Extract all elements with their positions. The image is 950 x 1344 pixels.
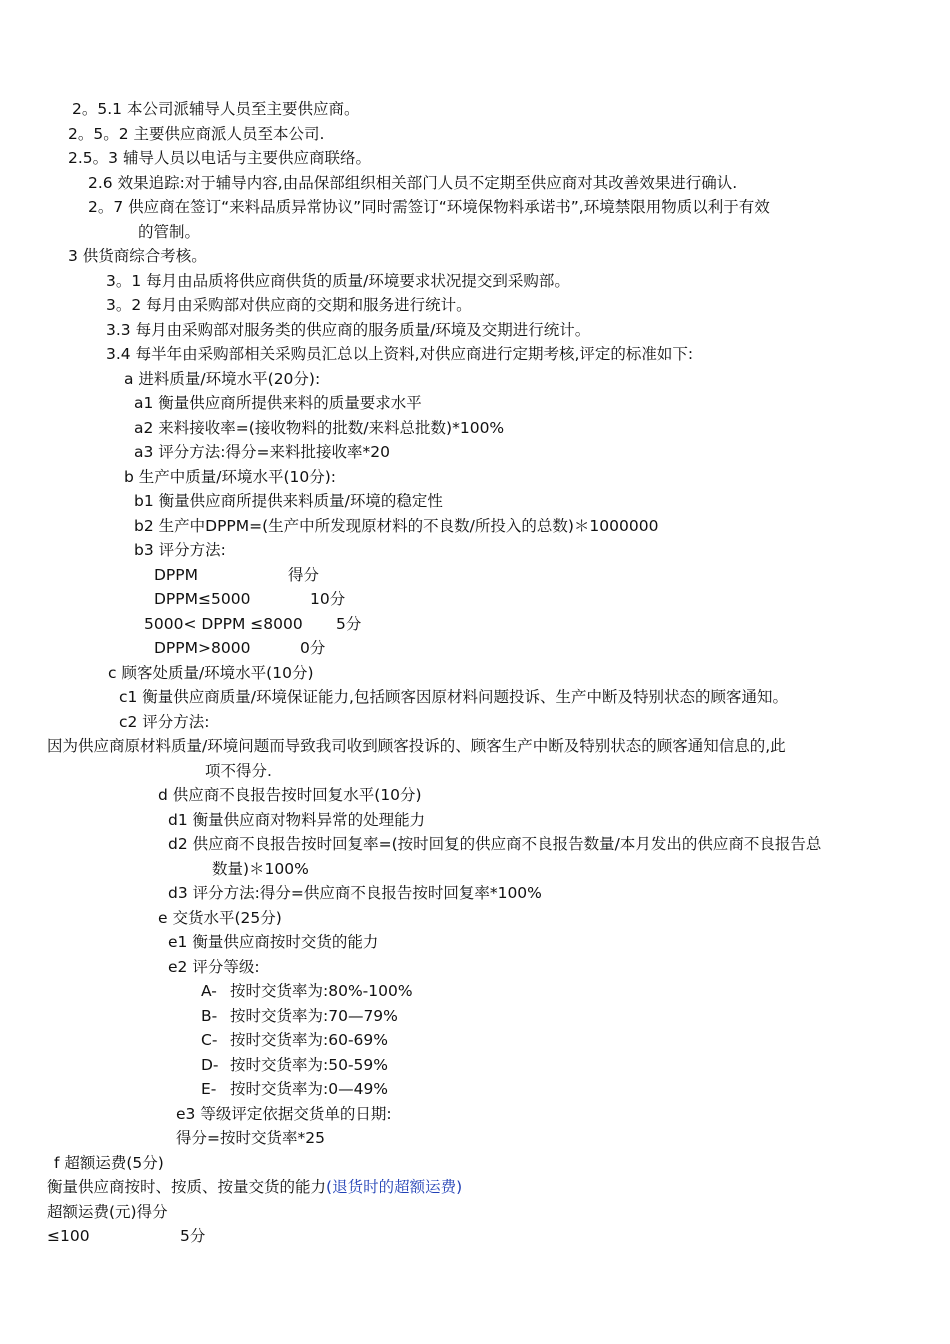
item-e: e 交货水平(25分)	[158, 908, 282, 927]
item-b: b 生产中质量/环境水平(10分):	[124, 467, 337, 486]
freight-header: 超额运费(元)得分	[47, 1202, 168, 1221]
freight-row	[0, 1224, 950, 1249]
para-2-7: 2。7 供应商在签订“来料品质异常协议”同时需签订“环境保物料承诺书”,环境禁限用物质以利于有效	[88, 198, 770, 216]
grade-text: 按时交货率为:0—49%	[230, 1080, 389, 1098]
item-a2: a2 来料接收率=(接收物料的批数/来料总批数)*100%	[134, 418, 505, 437]
dppm-cell-score: 10分	[310, 590, 346, 608]
grade-text: 按时交货率为:70—79%	[230, 1006, 398, 1025]
section-3-heading: 3 供货商综合考核。	[68, 247, 207, 265]
grade-row	[0, 1004, 950, 1029]
grade-row	[0, 1077, 950, 1102]
dppm-cell-label: DPPM	[154, 565, 199, 584]
para-2-5-3: 2.5。3 辅导人员以电话与主要供应商联络。	[68, 149, 371, 167]
para-3-1: 3。1 每月由品质将供应商供货的质量/环境要求状况提交到采购部。	[106, 271, 570, 290]
dppm-row	[0, 636, 950, 661]
item-a3: a3 评分方法:得分=来料批接收率*20	[134, 443, 390, 461]
dppm-cell-score: 得分	[288, 565, 320, 584]
item-c2-body-cont: 项不得分.	[205, 761, 272, 780]
item-e3-formula: 得分=按时交货率*25	[176, 1129, 325, 1147]
document-body	[0, 97, 950, 1249]
freight-score-table	[0, 1200, 950, 1249]
grade-row	[0, 1053, 950, 1078]
item-d1: d1 衡量供应商对物料异常的处理能力	[168, 810, 426, 829]
freight-cell-label: ≤100	[47, 1227, 90, 1245]
item-b3: b3 评分方法:	[134, 541, 226, 559]
item-c2: c2 评分方法:	[119, 712, 210, 731]
para-2-5-2: 2。5。2 主要供应商派人员至本公司.	[68, 124, 325, 143]
item-d2-cont: 数量)＊100%	[212, 859, 309, 878]
item-f-desc-text: 衡量供应商按时、按质、按量交货的能力	[47, 1178, 327, 1196]
para-3-3: 3.3 每月由采购部对服务类的供应商的服务质量/环境及交期进行统计。	[106, 320, 591, 339]
item-e2: e2 评分等级:	[168, 957, 260, 976]
dppm-cell-label: 5000< DPPM ≤8000	[144, 614, 303, 633]
grade-text: 按时交货率为:50-59%	[230, 1055, 388, 1074]
para-2-6: 2.6 效果追踪:对于辅导内容,由品保部组织相关部门人员不定期至供应商对其改善效果进行确认.	[88, 173, 738, 192]
dppm-score-table	[0, 563, 950, 661]
item-a1: a1 衡量供应商所提供来料的质量要求水平	[134, 394, 422, 412]
dppm-row	[0, 612, 950, 637]
grade-letter: E-	[201, 1080, 217, 1098]
item-f-desc	[0, 1175, 950, 1200]
grade-letter: A-	[201, 982, 217, 1000]
para-2-5-1: 2。5.1 本公司派辅导人员至主要供应商。	[72, 100, 360, 118]
para-3-2: 3。2 每月由采购部对供应商的交期和服务进行统计。	[106, 296, 472, 314]
para-2-7-cont: 的管制。	[138, 222, 201, 241]
item-d2: d2 供应商不良报告按时回复率=(按时回复的供应商不良报告数量/本月发出的供应商不良报告总	[168, 835, 822, 853]
item-c2-body: 因为供应商原材料质量/环境问题而导致我司收到顾客投诉的、顾客生产中断及特别状态的顾客通知信息的,此	[47, 737, 786, 755]
item-e1: e1 衡量供应商按时交货的能力	[168, 933, 379, 951]
item-f-note: (退货时的超额运费)	[326, 1178, 463, 1196]
freight-row	[0, 1200, 950, 1225]
dppm-cell-score: 0分	[300, 639, 326, 657]
grade-row	[0, 979, 950, 1004]
dppm-cell-label: DPPM≤5000	[154, 590, 251, 608]
item-c: c 顾客处质量/环境水平(10分)	[108, 663, 314, 682]
dppm-row	[0, 587, 950, 612]
item-d3: d3 评分方法:得分=供应商不良报告按时回复率*100%	[168, 884, 542, 902]
grade-letter: C-	[201, 1031, 218, 1049]
item-d: d 供应商不良报告按时回复水平(10分)	[158, 786, 422, 804]
item-e3: e3 等级评定依据交货单的日期:	[176, 1104, 392, 1123]
para-3-4: 3.4 每半年由采购部相关采购员汇总以上资料,对供应商进行定期考核,评定的标准如下:	[106, 345, 694, 363]
delivery-grade-list	[0, 979, 950, 1102]
dppm-cell-score: 5分	[336, 614, 362, 633]
grade-text: 按时交货率为:60-69%	[230, 1031, 388, 1049]
item-b2: b2 生产中DPPM=(生产中所发现原材料的不良数/所投入的总数)＊1000000	[134, 516, 659, 535]
item-a: a 进料质量/环境水平(20分):	[124, 369, 321, 388]
freight-cell-score: 5分	[180, 1227, 206, 1245]
dppm-cell-label: DPPM>8000	[154, 639, 251, 657]
grade-letter: B-	[201, 1006, 218, 1025]
dppm-row	[0, 563, 950, 588]
item-f: f 超额运费(5分)	[54, 1153, 164, 1172]
grade-row	[0, 1028, 950, 1053]
item-b1: b1 衡量供应商所提供来料质量/环境的稳定性	[134, 492, 443, 510]
item-c1: c1 衡量供应商质量/环境保证能力,包括顾客因原材料问题投诉、生产中断及特别状态的顾客通知。	[119, 688, 788, 706]
grade-letter: D-	[201, 1055, 219, 1074]
grade-text: 按时交货率为:80%-100%	[230, 982, 413, 1000]
